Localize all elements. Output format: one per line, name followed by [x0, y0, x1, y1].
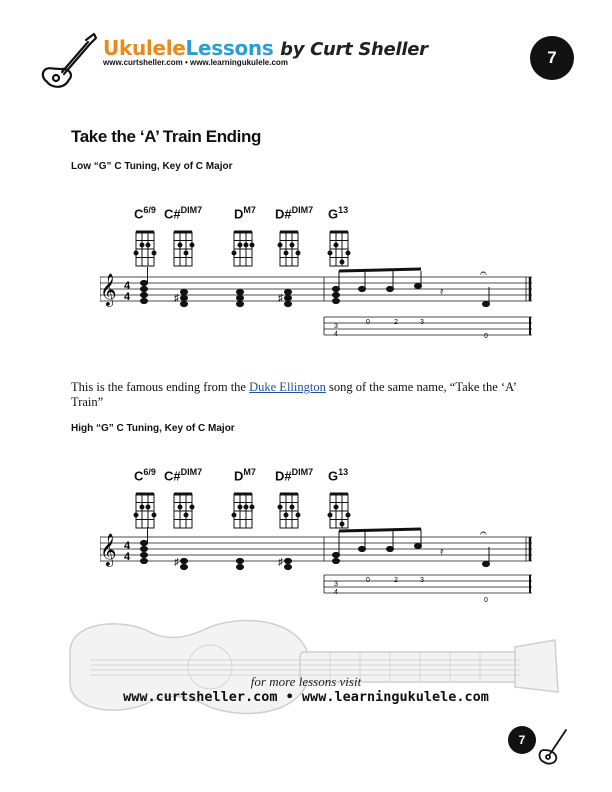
treble-clef-icon: 𝄞 [100, 274, 117, 305]
chord-grid [328, 494, 350, 528]
svg-text:3: 3 [334, 323, 338, 330]
chord-grid [278, 494, 300, 528]
body-paragraph: This is the famous ending from the Duke Ellington song of the same name, “Take the ‘A’ Train” [71, 380, 516, 409]
svg-text:4: 4 [334, 331, 338, 338]
notation-example-2 [100, 457, 550, 617]
chord-grid [174, 232, 194, 266]
fermata-icon: 𝄐 [480, 266, 487, 280]
chord-name: D#$^{DIM7}$ [275, 205, 314, 222]
chord-name: D#$^{DIM7}$ [275, 467, 314, 484]
chord-grid [232, 232, 254, 266]
chord-grid [278, 232, 300, 266]
chord-name: $G^{13}$ [328, 467, 349, 484]
duke-ellington-link[interactable]: Duke Ellington [249, 380, 326, 394]
sharp-icon: ♯ [278, 293, 283, 304]
staff-svg-2 [100, 457, 550, 617]
chord-grid [134, 494, 156, 528]
section-title: Take the ‘A’ Train Ending [71, 127, 261, 146]
footer-page-number-badge: 7 [508, 726, 536, 754]
svg-text:4: 4 [124, 280, 131, 292]
chord-grid [134, 232, 156, 266]
footer-ukulele-icon [536, 726, 570, 766]
svg-text:4: 4 [124, 291, 131, 303]
brand-title [103, 36, 428, 60]
chord-grid [174, 494, 194, 528]
ukulele-logo-icon [34, 28, 102, 96]
rest-icon: 𝄿 [440, 546, 444, 558]
notation-example-1 [100, 195, 550, 355]
sharp-icon: ♯ [174, 293, 179, 304]
chord-name: $D^{M7}$ [234, 205, 256, 222]
svg-text:2: 2 [394, 577, 398, 584]
svg-text:4: 4 [124, 551, 131, 563]
svg-text:0: 0 [366, 319, 370, 326]
brand-author: by Curt Sheller [280, 39, 428, 60]
chord-name: $C^{6/9}$ [134, 467, 156, 484]
chord-name: $D^{M7}$ [234, 467, 256, 484]
chord-grid [232, 494, 254, 528]
svg-text:3: 3 [420, 319, 424, 326]
chord-grid [328, 232, 350, 266]
svg-text:2: 2 [394, 319, 398, 326]
footer-visit-text: for more lessons visit [250, 674, 362, 689]
sharp-icon: ♯ [278, 557, 283, 568]
svg-text:4: 4 [334, 589, 338, 596]
brand-ukulele: Ukulele [103, 36, 186, 60]
svg-text:4: 4 [124, 540, 131, 552]
chord-name: C#$^{DIM7}$ [164, 467, 203, 484]
svg-text:0: 0 [484, 597, 488, 604]
example2-subtitle: High “G” C Tuning, Key of C Major [71, 423, 235, 434]
rest-icon: 𝄿 [440, 286, 444, 298]
sharp-icon: ♯ [174, 557, 179, 568]
svg-text:3: 3 [420, 577, 424, 584]
page-number-badge: 7 [530, 36, 574, 80]
treble-clef-icon: 𝄞 [100, 534, 117, 565]
header-urls: www.curtsheller.com • www.learningukulele.com [103, 58, 288, 67]
svg-text:3: 3 [334, 581, 338, 588]
svg-text:0: 0 [366, 577, 370, 584]
footer-urls: www.curtsheller.com • www.learningukulele.com [123, 689, 489, 705]
example1-subtitle: Low “G” C Tuning, Key of C Major [71, 161, 233, 172]
chord-name: C#$^{DIM7}$ [164, 205, 203, 222]
brand-lessons: Lessons [185, 36, 274, 60]
svg-text:0: 0 [484, 333, 488, 340]
fermata-icon: 𝄐 [480, 526, 487, 540]
ukulele-watermark-icon [60, 612, 560, 722]
staff-svg-1 [100, 195, 550, 355]
chord-name: $C^{6/9}$ [134, 205, 156, 222]
chord-name: $G^{13}$ [328, 205, 349, 222]
